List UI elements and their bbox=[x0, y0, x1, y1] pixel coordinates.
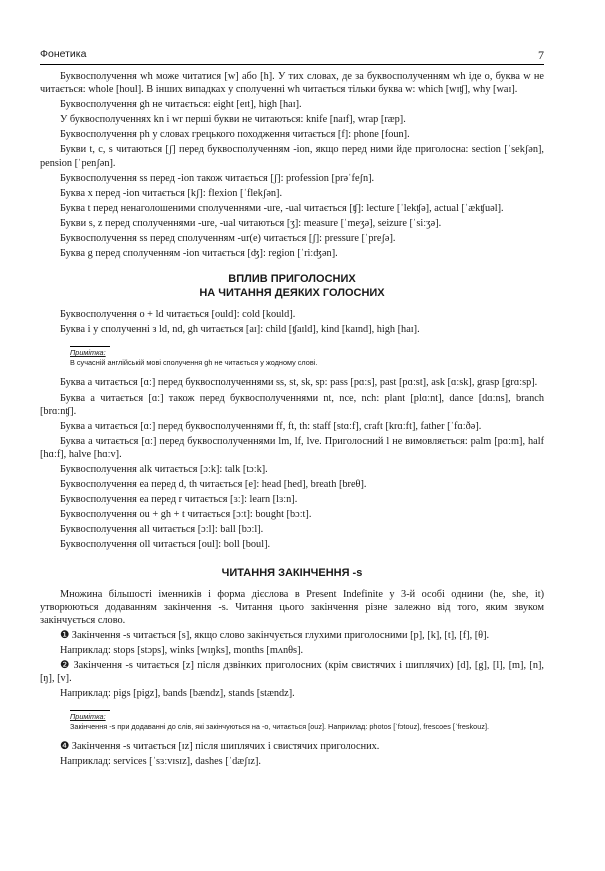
paragraph: Буква a читається [ɑː] також перед буквосполученнями nt, nce, nch: plant [plɑːnt], dance [dɑːns], branch [brɑːnʧ]. bbox=[40, 392, 544, 417]
block-spelling-rules bbox=[40, 70, 544, 260]
paragraph: Буквосполучення wh може читатися [w] або [h]. У тих словах, де за буквосполученням wh іде o, буква w не читається: whole [houl]. В інших випадках у сполученні wh читається тільки буква w: which [wɪʧ], why [waɪ]. bbox=[40, 71, 544, 96]
page-content bbox=[40, 70, 544, 770]
section-heading: НА ЧИТАННЯ ДЕЯКИХ ГОЛОСНИХ bbox=[199, 287, 385, 300]
header-rule bbox=[40, 64, 544, 65]
note-rule bbox=[70, 346, 110, 347]
section-heading: ВПЛИВ ПРИГОЛОСНИХ bbox=[228, 273, 356, 286]
note-rule bbox=[70, 710, 110, 711]
note-text: В сучасній англійській мові сполучення gh не читається у жодному слові. bbox=[70, 358, 318, 368]
section-title: Фонетика bbox=[40, 48, 87, 60]
paragraph: Буквосполучення ss перед сполученням -ur(e) читається [ʃ]: pressure [ˈpreʃə]. bbox=[60, 233, 396, 245]
paragraph: Буква a читається [ɑː] перед буквосполученнями ff, ft, th: staff [stɑːf], craft [krɑːft], father [ˈfɑːðə]. bbox=[60, 420, 482, 432]
paragraph: ❹ Закінчення -s читається [ɪz] після шиплячих і свистячих приголосних. bbox=[60, 741, 380, 753]
paragraph: Буква a читається [ɑː] перед буквосполученнями lm, lf, lve. Приголосний l не вимовляється: palm [pɑːm], half [hɑːf], halve [hɑːv]. bbox=[40, 435, 544, 460]
paragraph: Буква t перед ненаголошеними сполученнями -ure, -ual читається [ʧ]: lecture [ˈlekʧə], actual [ˈækʧuəl]. bbox=[60, 202, 504, 214]
note-title: Примітка: bbox=[70, 348, 106, 358]
paragraph: ❷ Закінчення -s читається [z] після дзвінких приголосних (крім свистячих і шиплячих) [d], [g], [l], [m], [n], [ŋ], [v]. bbox=[40, 660, 544, 685]
paragraph: Буквосполучення ea перед d, th читається [e]: head [hed], breath [breθ]. bbox=[60, 479, 367, 491]
section-heading: ЧИТАННЯ ЗАКІНЧЕННЯ -s bbox=[221, 566, 363, 579]
paragraph: Множина більшості іменників і форма дієслова в Present Indefinite у 3-й особі однини (he, she, it) утворюються додаванням закінчення -s. Читання цього закінчення різне залежно від того, яким звуком закінчується слово. bbox=[40, 588, 544, 626]
paragraph: ❶ Закінчення -s читається [s], якщо слово закінчується глухими приголосними [p], [k], [t], [f], [θ]. bbox=[60, 629, 490, 641]
paragraph: Буквосполучення oll читається [oul]: boll [boul]. bbox=[60, 539, 271, 551]
paragraph: Буквосполучення o + ld читається [ould]: cold [kould]. bbox=[60, 309, 296, 321]
page-number: 7 bbox=[538, 48, 544, 62]
paragraph: Буква a читається [ɑː] перед буквосполученнями ss, st, sk, sp: pass [pɑːs], past [pɑːst], ask [ɑːsk], grasp [grɑːsp]. bbox=[60, 377, 538, 389]
paragraph: Буква g перед сполученням -ion читається [ʤ]: region [ˈriːʤən]. bbox=[60, 248, 338, 260]
paragraph: Буквосполучення ph у словах грецького походження читається [f]: phone [foun]. bbox=[60, 129, 410, 141]
paragraph: Букви t, c, s читаються [ʃ] перед буквосполученням -ion, якщо перед ними йде приголосна: section [ˈsekʃən], pension [ˈpenʃən]. bbox=[40, 144, 544, 169]
note-title: Примітка: bbox=[70, 712, 106, 722]
paragraph: Буквосполучення ss перед -ion також читається [ʃ]: profession [prəˈfeʃn]. bbox=[60, 172, 375, 184]
paragraph: Букви s, z перед сполученнями -ure, -ual читаються [ʒ]: measure [ˈmeʒə], seizure [ˈsiːʒə]. bbox=[60, 217, 442, 229]
paragraph: Буквосполучення ea перед r читається [ɜː]: learn [lɜːn]. bbox=[60, 494, 298, 506]
running-header bbox=[40, 48, 544, 62]
note-text: Закінчення -s при додаванні до слів, які закінчуються на -o, читається [ouz]. Наприклад: photos [ˈfɔtouz], frescoes [ˈfreskouz]. bbox=[70, 722, 490, 732]
paragraph: Буквосполучення all читається [ɔːl]: ball [bɔːl]. bbox=[60, 524, 264, 536]
paragraph: Буквосполучення alk читається [ɔːk]: talk [tɔːk]. bbox=[60, 463, 268, 475]
paragraph: Наприклад: services [ˈsɜːvɪsɪz], dashes [ˈdæʃɪz]. bbox=[60, 756, 262, 768]
paragraph: Буква x перед -ion читається [kʃ]: flexion [ˈflekʃən]. bbox=[60, 187, 283, 199]
paragraph: Наприклад: stops [stɔps], winks [wɪŋks], months [mʌnθs]. bbox=[60, 644, 304, 656]
paragraph: Буква i у сполученні з ld, nd, gh читається [aɪ]: child [ʧaɪld], kind [kaɪnd], high [haɪ]. bbox=[60, 324, 420, 336]
paragraph: Буквосполучення ou + gh + t читається [ɔːt]: bought [bɔːt]. bbox=[60, 509, 312, 521]
paragraph: У буквосполученнях kn і wr перші букви не читаються: knife [naɪf], wrap [ræp]. bbox=[60, 114, 406, 126]
paragraph: Наприклад: pigs [pigz], bands [bændz], stands [stændz]. bbox=[60, 688, 295, 700]
paragraph: Буквосполучення gh не читається: eight [eɪt], high [haɪ]. bbox=[60, 99, 302, 111]
